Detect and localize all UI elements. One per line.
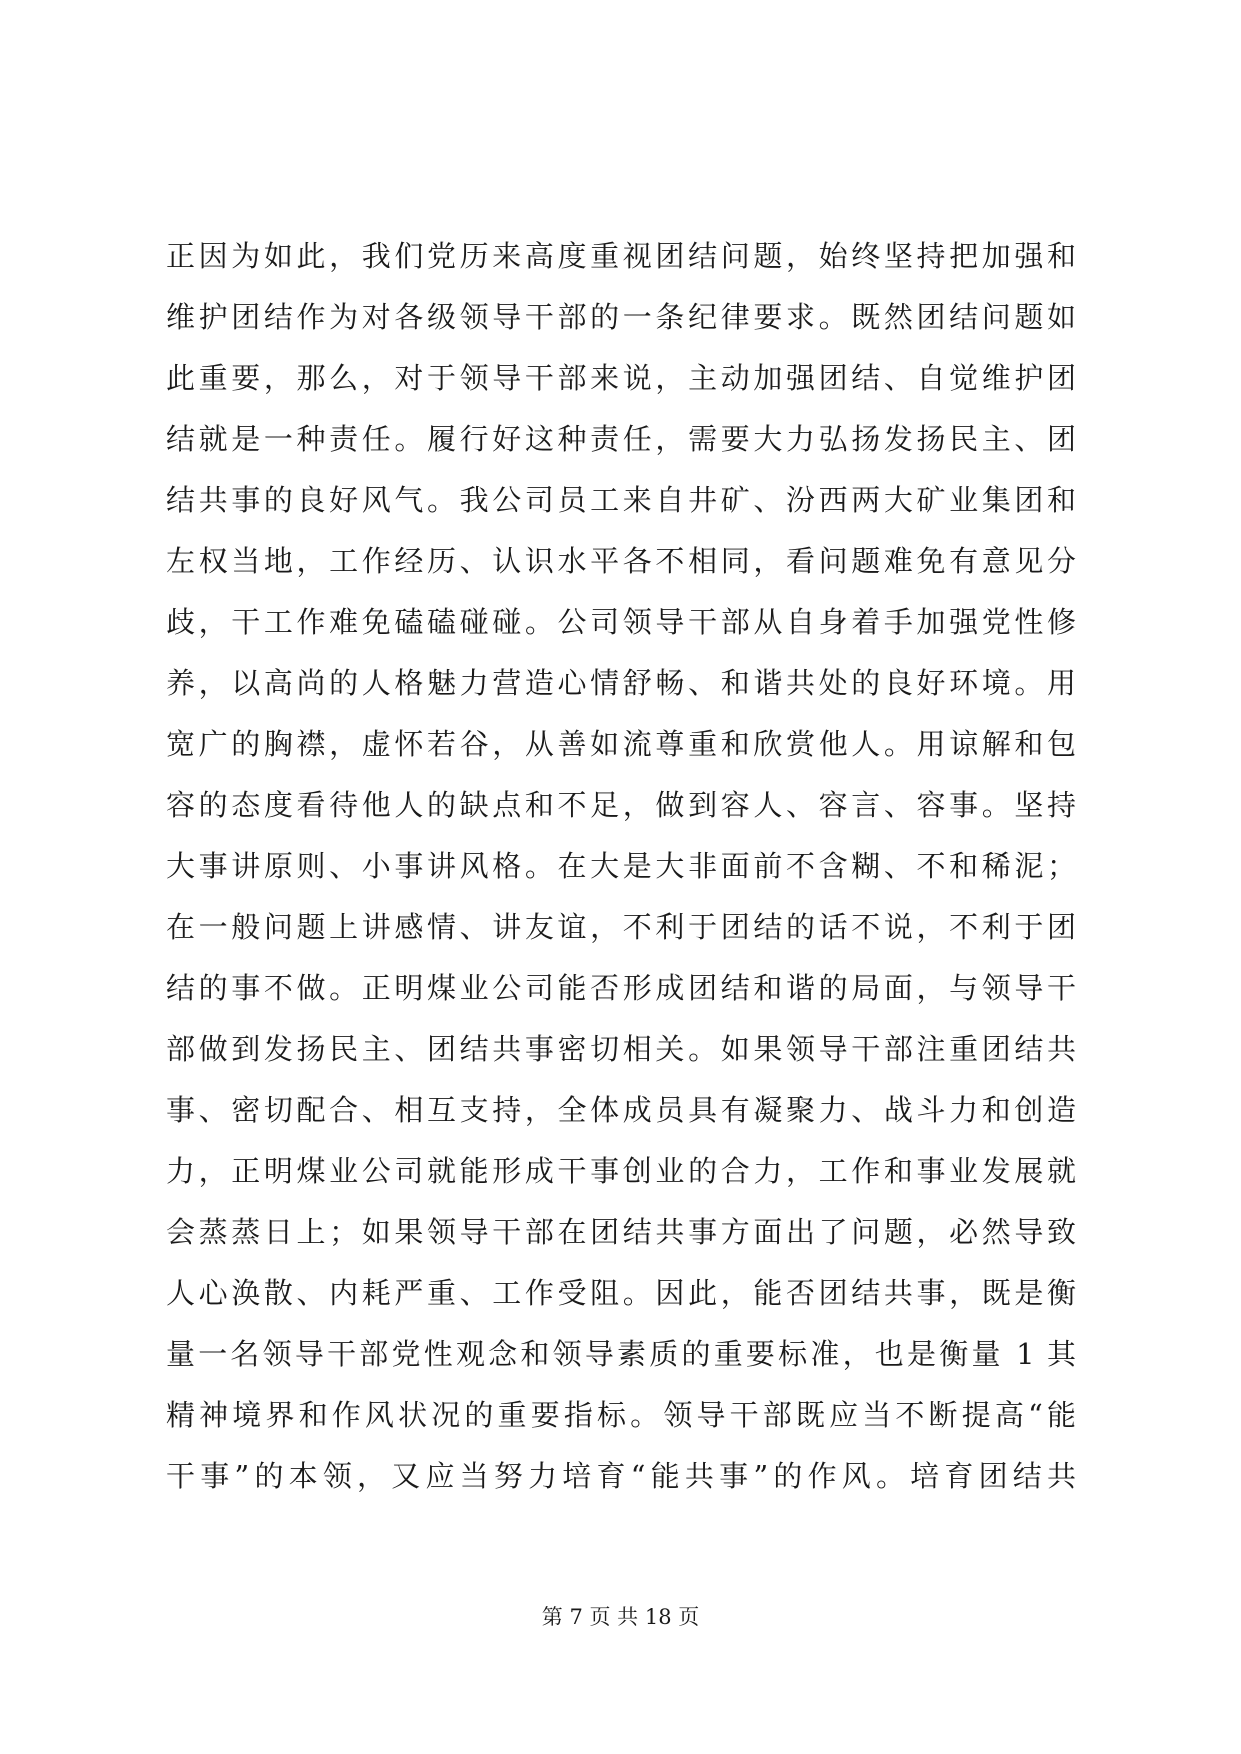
text-line: 精神境界和作风状况的重要指标。领导干部既应当不断提高“能 <box>166 1398 1076 1432</box>
text-line: 结的事不做。正明煤业公司能否形成团结和谐的局面，与领导干 <box>166 971 1076 1005</box>
text-line: 养，以高尚的人格魅力营造心情舒畅、和谐共处的良好环境。用 <box>166 666 1076 700</box>
text-line: 容的态度看待他人的缺点和不足，做到容人、容言、容事。坚持 <box>166 788 1076 822</box>
text-line: 部做到发扬民主、团结共事密切相关。如果领导干部注重团结共 <box>166 1032 1076 1066</box>
body-paragraph <box>166 226 1076 1507</box>
text-line: 结共事的良好风气。我公司员工来自井矿、汾西两大矿业集团和 <box>166 483 1076 517</box>
text-line: 宽广的胸襟，虚怀若谷，从善如流尊重和欣赏他人。用谅解和包 <box>166 727 1076 761</box>
text-line: 结就是一种责任。履行好这种责任，需要大力弘扬发扬民主、团 <box>166 422 1076 456</box>
text-line: 干事”的本领，又应当努力培育“能共事”的作风。培育团结共 <box>166 1459 1076 1493</box>
page-number-footer: 第 7 页 共 18 页 <box>541 1605 700 1629</box>
text-line: 大事讲原则、小事讲风格。在大是大非面前不含糊、不和稀泥； <box>166 849 1076 883</box>
text-line: 在一般问题上讲感情、讲友谊，不利于团结的话不说，不利于团 <box>166 910 1076 944</box>
text-line: 歧，干工作难免磕磕碰碰。公司领导干部从自身着手加强党性修 <box>166 605 1076 639</box>
text-line: 左权当地，工作经历、认识水平各不相同，看问题难免有意见分 <box>166 544 1076 578</box>
text-line: 人心涣散、内耗严重、工作受阻。因此，能否团结共事，既是衡 <box>166 1276 1076 1310</box>
text-line: 正因为如此，我们党历来高度重视团结问题，始终坚持把加强和 <box>166 239 1076 273</box>
text-line: 会蒸蒸日上；如果领导干部在团结共事方面出了问题，必然导致 <box>166 1215 1076 1249</box>
text-line: 此重要，那么，对于领导干部来说，主动加强团结、自觉维护团 <box>166 361 1076 395</box>
text-line: 维护团结作为对各级领导干部的一条纪律要求。既然团结问题如 <box>166 300 1076 334</box>
text-line: 量一名领导干部党性观念和领导素质的重要标准，也是衡量 1 其 <box>166 1337 1076 1371</box>
text-line: 事、密切配合、相互支持，全体成员具有凝聚力、战斗力和创造 <box>166 1093 1076 1127</box>
text-line: 力，正明煤业公司就能形成干事创业的合力，工作和事业发展就 <box>166 1154 1076 1188</box>
